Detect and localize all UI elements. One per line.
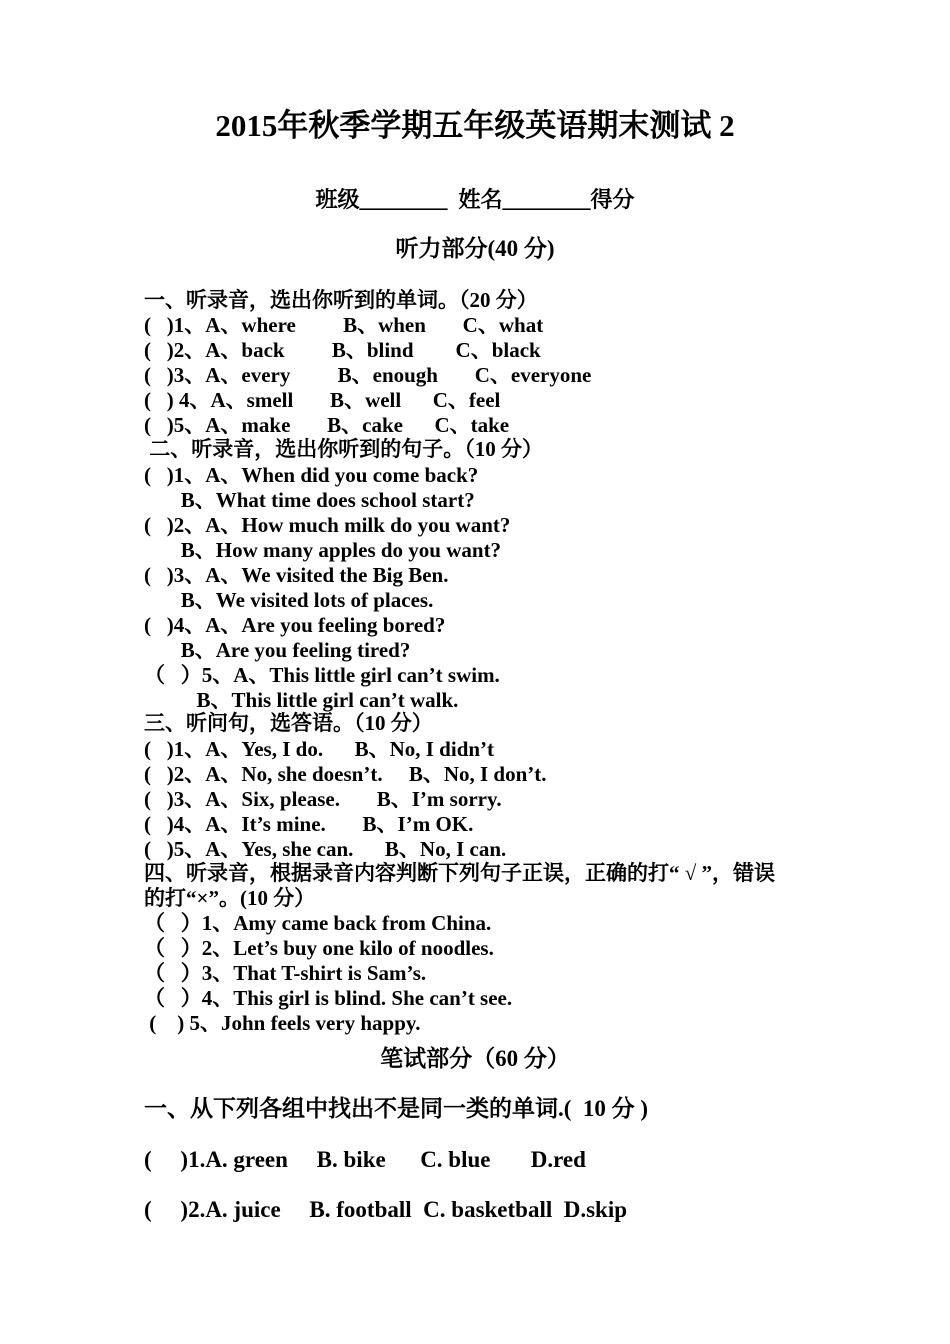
question-line: ( )1、A、Yes, I do. B、No, I didn’t xyxy=(144,737,495,761)
question-line: B、What time does school start? xyxy=(144,488,475,512)
listening-part1-instruction: 一、听录音，选出你听到的单词。（20 分） xyxy=(144,288,538,312)
question-line: B、This little girl can’t walk. xyxy=(144,688,459,712)
page-title: 2015年秋季学期五年级英语期末测试 2 xyxy=(215,108,735,143)
writing-heading: 笔试部分（60 分） xyxy=(380,1046,570,1071)
question-line: （ ）2、Let’s buy one kilo of noodles. xyxy=(144,936,494,960)
question-line: ( )5、A、Yes, she can. B、No, I can. xyxy=(144,837,507,861)
question-line: B、How many apples do you want? xyxy=(144,538,502,562)
question-line: ( )2、A、back B、blind C、black xyxy=(144,338,541,362)
question-line: ( )4、A、Are you feeling bored? xyxy=(144,613,446,637)
question-line: ( )1、A、where B、when C、what xyxy=(144,313,544,337)
question-line: ( )2.A. juice B. football C. basketball D.skip xyxy=(144,1197,628,1222)
question-line: ( ) 5、John feels very happy. xyxy=(144,1011,421,1035)
question-line: B、We visited lots of places. xyxy=(144,588,434,612)
question-line: ( )1.A. green B. bike C. blue D.red xyxy=(144,1147,586,1172)
writing-part1-instruction: 一、从下列各组中找出不是同一类的单词.( 10 分 ) xyxy=(144,1096,649,1121)
question-line: ( )2、A、No, she doesn’t. B、No, I don’t. xyxy=(144,762,547,786)
question-line: （ ）3、That T-shirt is Sam’s. xyxy=(144,961,427,985)
question-line: ( )2、A、How much milk do you want? xyxy=(144,513,511,537)
listening-part2-instruction: 二、听录音，选出你听到的句子。（10 分） xyxy=(144,437,543,461)
listening-heading: 听力部分(40 分) xyxy=(395,236,555,261)
question-line: ( )1、A、When did you come back? xyxy=(144,463,479,487)
question-line: ( )3、A、We visited the Big Ben. xyxy=(144,563,449,587)
listening-part4-instruction-cont: 的打“×”。(10 分） xyxy=(144,886,316,910)
question-line: ( )5、A、make B、cake C、take xyxy=(144,413,510,437)
question-line: （ ）1、Amy came back from China. xyxy=(144,911,492,935)
question-line: （ ）5、A、This little girl can’t swim. xyxy=(144,663,500,687)
class-name-score-line: 班级________ 姓名________得分 xyxy=(315,187,635,212)
question-line: ( ) 4、A、smell B、well C、feel xyxy=(144,388,501,412)
question-line: （ ）4、This girl is blind. She can’t see. xyxy=(144,986,513,1010)
listening-part4-instruction: 四、听录音，根据录音内容判断下列句子正误，正确的打“ √ ”，错误 xyxy=(144,861,776,885)
question-line: ( )3、A、every B、enough C、everyone xyxy=(144,363,592,387)
question-line: ( )4、A、It’s mine. B、I’m OK. xyxy=(144,812,474,836)
question-line: ( )3、A、Six, please. B、I’m sorry. xyxy=(144,787,502,811)
question-line: B、Are you feeling tired? xyxy=(144,638,411,662)
listening-part3-instruction: 三、听问句，选答语。（10 分） xyxy=(144,711,433,735)
